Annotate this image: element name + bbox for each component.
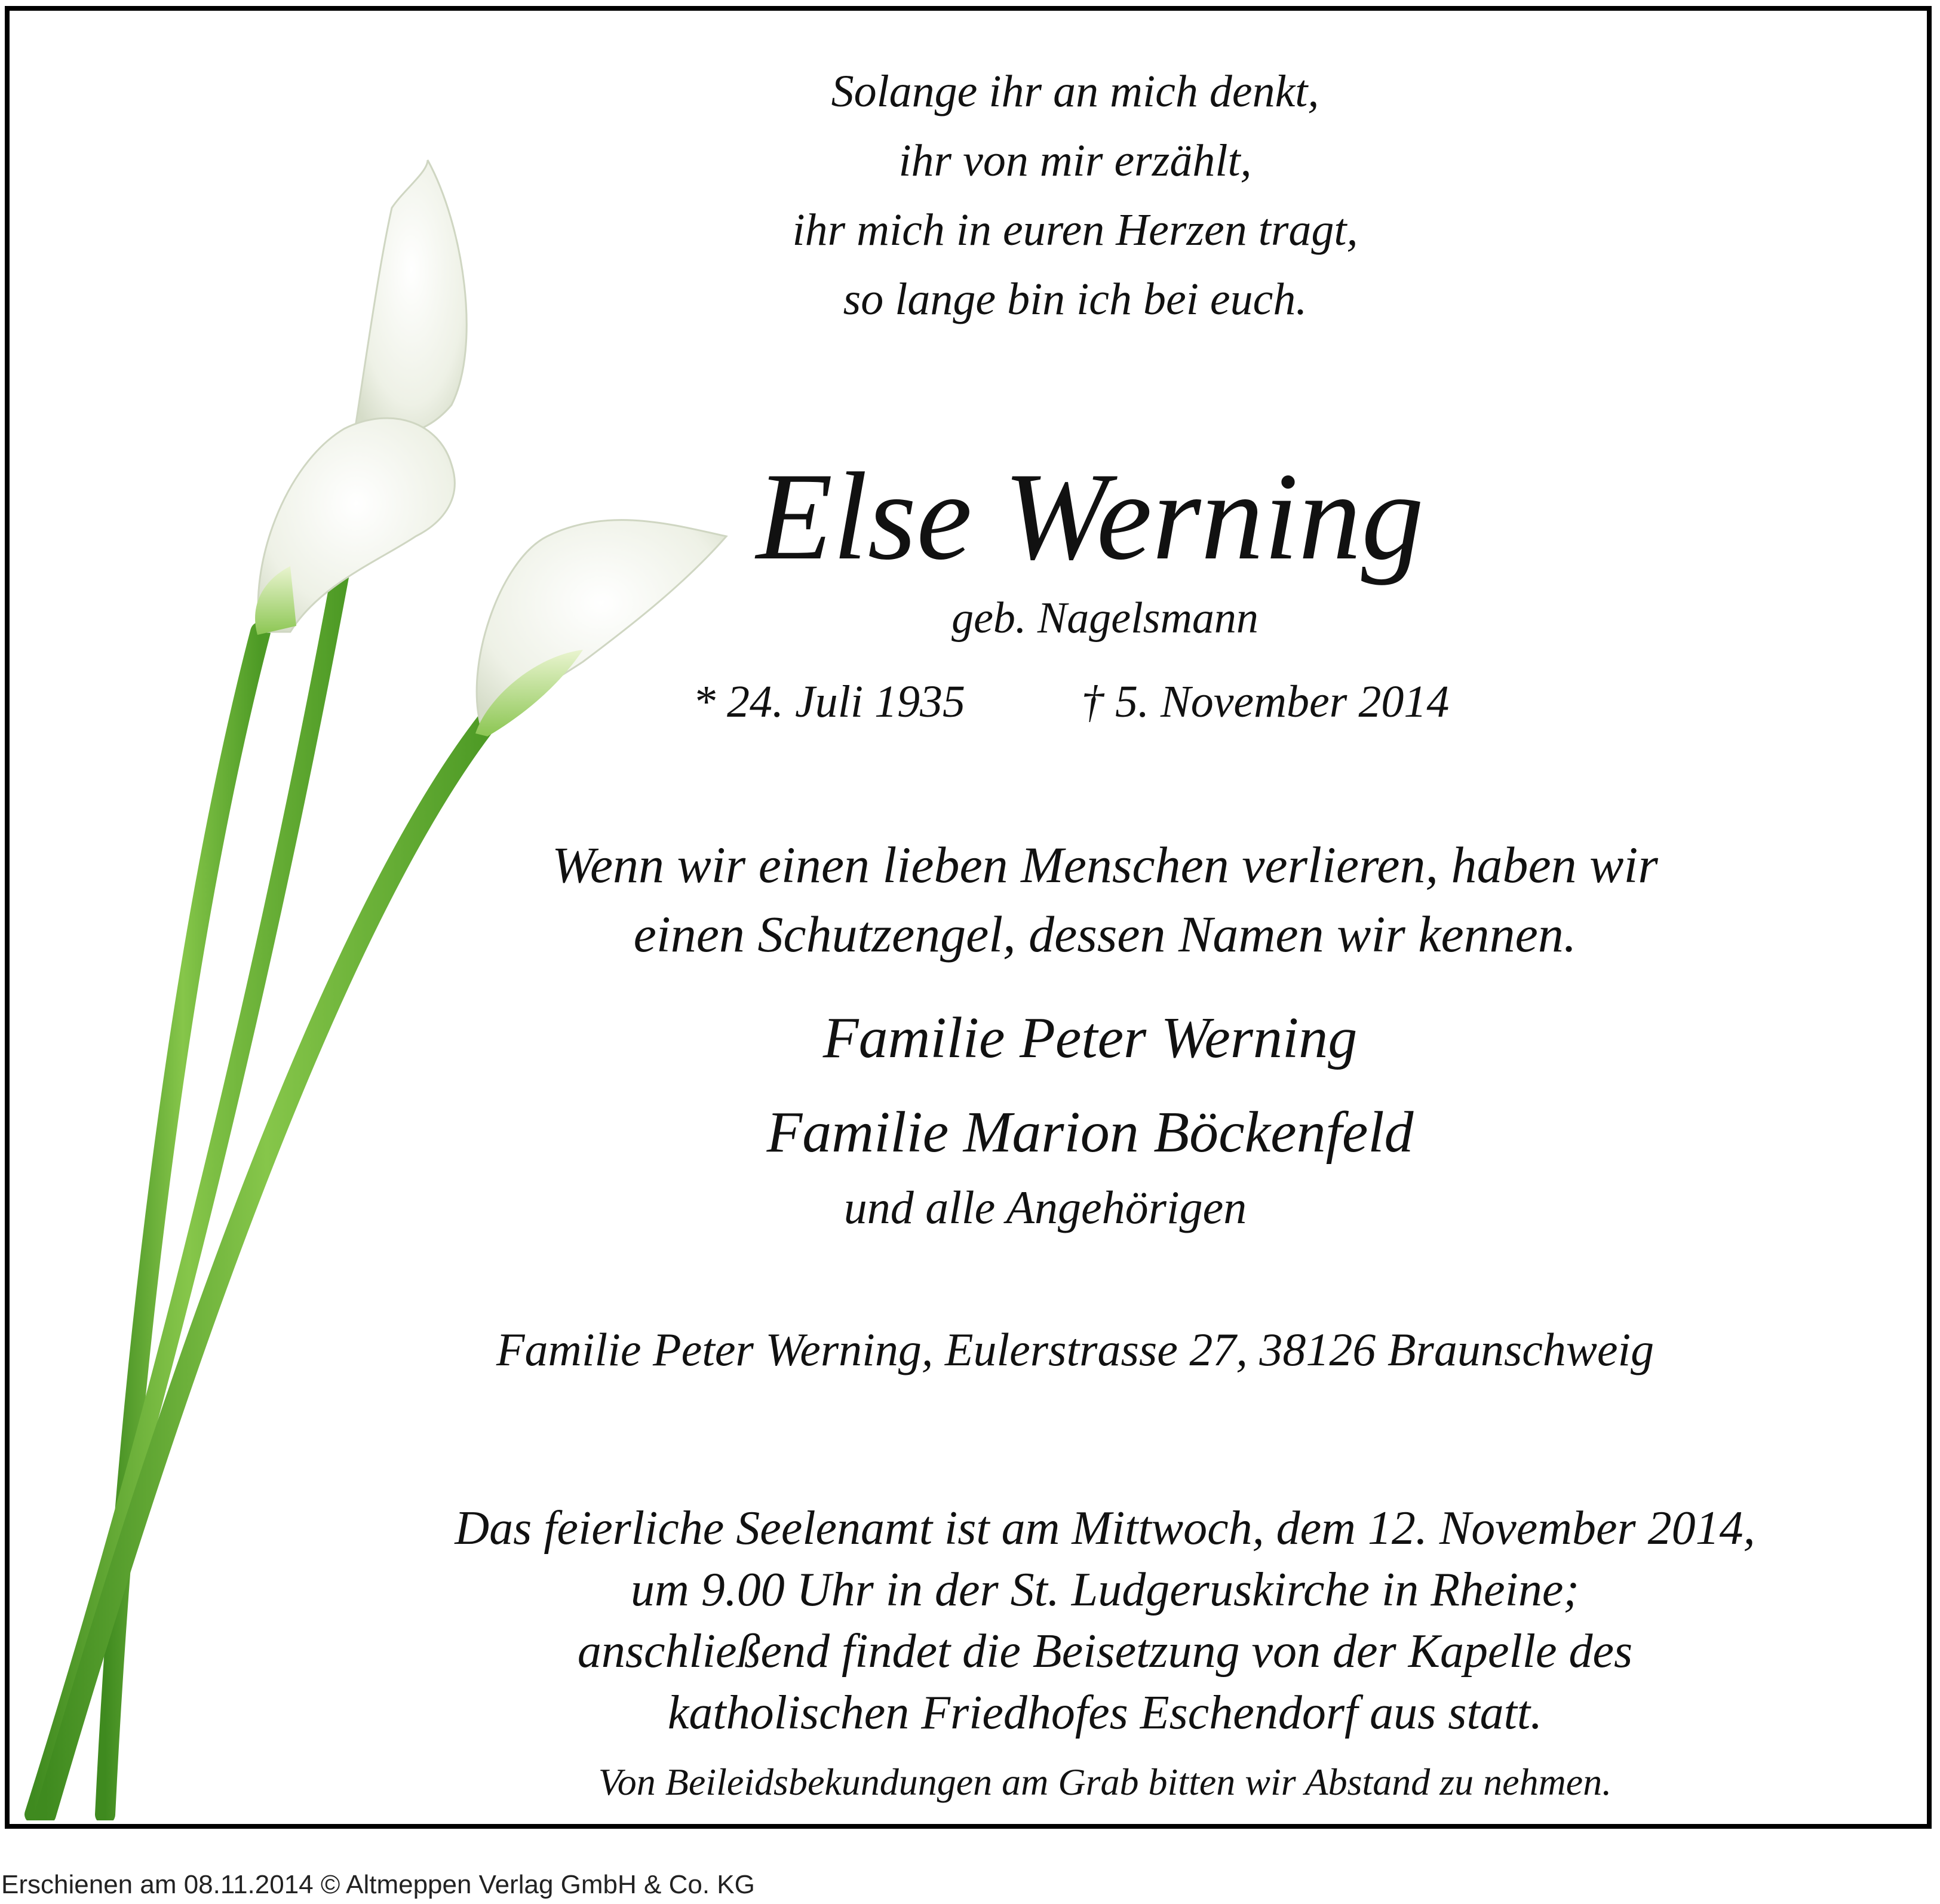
memorial-poem <box>597 57 1553 334</box>
quote-line: einen Schutzengel, dessen Namen wir kennen. <box>633 905 1577 963</box>
poem-line: Solange ihr an mich denkt, <box>831 66 1319 116</box>
service-details <box>299 1498 1911 1744</box>
death-date: † 5. November 2014 <box>1081 677 1450 727</box>
service-line: katholischen Friedhofes Eschendorf aus statt. <box>667 1687 1543 1739</box>
contact-address: Familie Peter Werning, Eulerstrasse 27, 38126 Braunschweig <box>496 1323 1654 1375</box>
mourner-relatives: und alle Angehörigen <box>843 1181 1247 1233</box>
condolence-note: Von Beileidsbekundungen am Grab bitten wir Abstand zu nehmen. <box>598 1761 1612 1803</box>
birth-name: geb. Nagelsmann <box>951 594 1258 643</box>
mourner-family-2: Familie Marion Böckenfeld <box>766 1100 1414 1165</box>
publication-footer: Erschienen am 08.11.2014 © Altmeppen Verlag GmbH & Co. KG <box>1 1870 755 1899</box>
birth-date: * 24. Juli 1935 <box>693 677 965 727</box>
service-line: um 9.00 Uhr in der St. Ludgeruskirche in Rheine; <box>631 1564 1579 1616</box>
poem-line: ihr von mir erzählt, <box>898 136 1252 186</box>
quote-line: Wenn wir einen lieben Menschen verlieren, haben wir <box>552 836 1658 893</box>
service-line: anschließend findet die Beisetzung von der Kapelle des <box>577 1625 1633 1678</box>
deceased-name: Else Werning <box>756 447 1424 586</box>
poem-line: ihr mich in euren Herzen tragt, <box>792 205 1358 255</box>
memorial-quote <box>418 830 1792 969</box>
poem-line: so lange bin ich bei euch. <box>843 274 1307 324</box>
service-line: Das feierliche Seelenamt ist am Mittwoch, dem 12. November 2014, <box>455 1502 1755 1555</box>
mourner-family-1: Familie Peter Werning <box>822 1006 1358 1070</box>
